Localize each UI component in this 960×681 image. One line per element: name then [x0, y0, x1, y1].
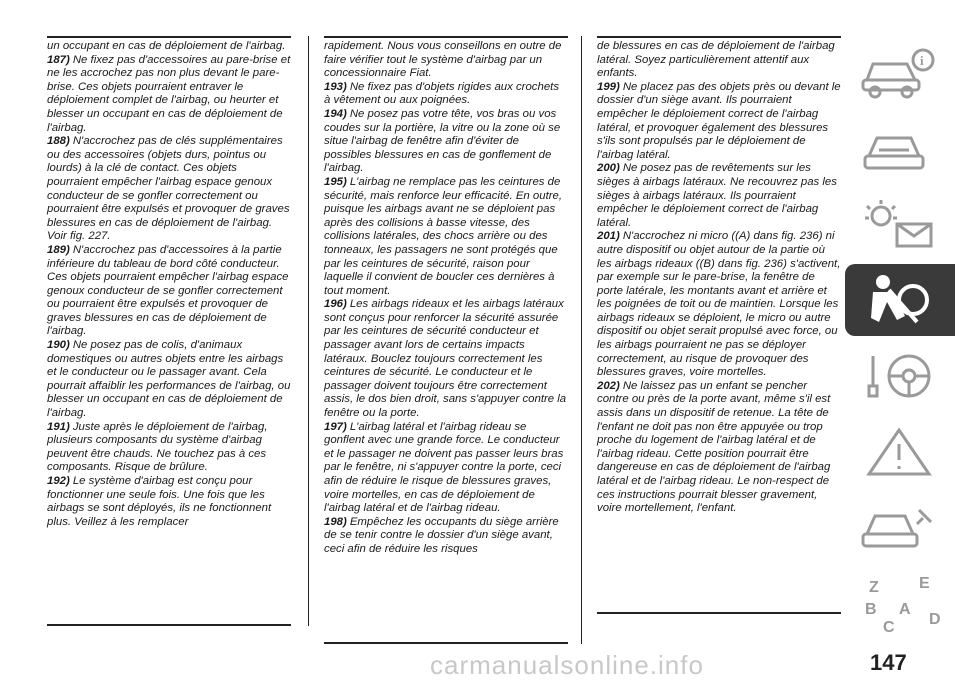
warning-text: N'accrochez pas de clés supplémentaires ou des accessoires (objets durs, pointus ou lourds) à la clé de contact. Ces objets pourraient empêcher l'airbag espace genoux conducteur de se gonfler correctement ou pourraient être expulsés et provoquer de graves blessures en cas de déploiement de l'airbag. Voir fig. 227. — [47, 135, 290, 243]
warning-paragraph — [324, 421, 568, 516]
warning-number: 197) — [324, 420, 347, 433]
warning-number: 201) — [597, 230, 620, 243]
svg-text:A: A — [899, 601, 911, 618]
chapter-sidebar — [845, 36, 955, 656]
warning-number: 188) — [47, 135, 70, 148]
watermark: carmanualsonline.info — [430, 650, 704, 680]
warning-paragraph — [47, 475, 291, 529]
warning-paragraph — [47, 339, 291, 421]
car-dashboard-icon — [859, 120, 939, 176]
warning-paragraph — [597, 380, 841, 516]
warning-number: 193) — [324, 80, 347, 93]
column-divider — [308, 36, 309, 626]
warning-paragraph — [597, 230, 841, 380]
warning-number: 194) — [324, 107, 347, 120]
warning-paragraph — [47, 244, 291, 339]
warning-text: L'airbag latéral et l'airbag rideau se gonflent avec une grande force. Le conducteur et le passager ne doivent pas passer leurs bras par le fenêtre, ni s'appuyer contre la porte, ceci afin de réduire le risque de blessures graves, voire mortelles, en cas de déploiement de l'airbag latéral et de l'airbag rideau. — [324, 420, 564, 515]
tab-safety[interactable] — [845, 264, 955, 336]
tab-knowing-car[interactable] — [845, 36, 955, 108]
steering-key-icon — [859, 348, 939, 404]
warning-number: 200) — [597, 162, 620, 175]
warning-paragraph — [324, 40, 568, 81]
airbag-safety-icon — [859, 272, 939, 328]
svg-text:D: D — [929, 611, 941, 628]
warning-text: un occupant en cas de déploiement de l'airbag. — [47, 40, 286, 52]
warning-number: 202) — [597, 379, 620, 392]
warning-text: N'accrochez pas d'accessoires à la partie inférieure du tableau de bord côté conducteur. Ces objets pourraient empêcher l'airbag espace genoux conducteur de se gonfler correctement ou pourraient être expulsés et provoquer de graves blessures en cas de déploiement de l'airbag. — [47, 243, 289, 338]
warning-number: 195) — [324, 175, 347, 188]
text-column-1 — [47, 36, 291, 626]
warning-paragraph — [47, 40, 291, 54]
tab-starting-driving[interactable] — [845, 340, 955, 412]
maintenance-car-icon — [859, 500, 939, 556]
tab-lights[interactable] — [845, 188, 955, 260]
warning-text: rapidement. Nous vous conseillons en outre de faire vérifier tout le système d'airbag par un concessionnaire Fiat. — [324, 40, 562, 80]
warning-paragraph — [324, 516, 568, 557]
warning-paragraph — [597, 162, 841, 230]
svg-text:Z: Z — [869, 579, 879, 596]
warning-number: 196) — [324, 298, 347, 311]
svg-text:E: E — [919, 575, 930, 592]
warning-text: Juste après le déploiement de l'airbag, plusieurs composants du système d'airbag peuvent être chauds. Ne touchez pas à ces composants. Risque de brûlure. — [47, 420, 268, 474]
column-divider — [581, 36, 582, 644]
svg-text:C: C — [883, 619, 895, 636]
warning-text: Les airbags rideaux et les airbags latéraux sont conçus pour renforcer la sécurité assurée par les ceintures de sécurité conducteur et passager avant lors de certains impacts latéraux. Bouclez toujours correctement les ceintures de sécurité. Le conducteur et le passager doivent toujours être correctement assis, le dos bien droit, sans s'appuyer contre la fenêtre ou la porte. — [324, 298, 567, 420]
svg-text:B: B — [865, 601, 877, 618]
text-column-2 — [324, 36, 568, 644]
car-info-icon — [859, 44, 939, 100]
warning-paragraph — [597, 40, 841, 81]
page-number: 147 — [870, 650, 907, 675]
svg-text:i: i — [920, 53, 924, 68]
warning-text: Ne posez pas de colis, d'animaux domestiques ou autres objets entre les airbags et le conducteur ou le passager avant. Cela pourrait affaiblir les performances de l'airbag, ou blesser un occupant en cas de déploiement de l'airbag. — [47, 339, 291, 420]
warning-paragraph — [324, 108, 568, 176]
emergency-triangle-icon — [859, 424, 939, 480]
text-column-3 — [597, 36, 841, 614]
tab-emergency[interactable] — [845, 416, 955, 488]
warning-number: 187) — [47, 53, 70, 66]
warning-text: Empêchez les occupants du siège arrière de se tenir contre le dossier d'un siège avant, ceci afin de réduire les risques — [324, 515, 559, 555]
warning-text: Ne posez pas de revêtements sur les sièges à airbags latéraux. Ne recouvrez pas les sièges à airbags latéraux. Ils pourraient empêcher le déploiement correct de l'airbag latéral. — [597, 162, 837, 229]
warning-number: 190) — [47, 339, 70, 352]
warning-text: N'accrochez ni micro ((A) dans fig. 236) ni autre dispositif ou objet autour de la partie où les airbags rideaux ((B) dans fig. 236) s'activent, par exemple sur le pare-brise, la fenêtre de porte latérale, les montants avant et arrière et les poignées de toit ou de maintien. Lorsque les airbags rideaux se déploient, le micro ou autre dispositif ou objet serait propulsé avec force, ou les airbags pourraient ne pas se déployer correctement, au risque de provoquer des blessures graves, voire mortelles. — [597, 230, 841, 379]
index-letters-icon — [859, 574, 959, 638]
warning-number: 198) — [324, 515, 347, 528]
tab-index[interactable] — [845, 566, 955, 638]
warning-number: 199) — [597, 80, 620, 93]
warning-number: 189) — [47, 243, 70, 256]
warning-paragraph — [47, 54, 291, 136]
warning-paragraph — [47, 421, 291, 475]
warning-text: Ne posez pas votre tête, vos bras ou vos coudes sur la portière, la vitre ou la zone où se situe l'airbag de fenêtre afin d'éviter de possibles blessures en cas de gonflement de l'airbag. — [324, 107, 561, 175]
warning-text: Ne placez pas des objets près ou devant le dossier d'un siège avant. Ils pourraient empêcher le déploiement correct de l'airbag latéral, et provoquer également des blessures s'ils sont propulsés par le déploiement de l'airbag latéral. — [597, 80, 841, 161]
warning-text: L'airbag ne remplace pas les ceintures de sécurité, mais renforce leur efficacité. En outre, puisque les airbags avant ne se déploient pas après des collisions à basse vitesse, des collisions latérales, des chocs arrière ou des tonneaux, les passagers ne sont protégés que par les ceintures de sécurité, raison pour laquelle il convient de boucler ces dernières à tout moment. — [324, 175, 563, 297]
warning-text: Ne fixez pas d'accessoires au pare-brise et ne les accrochez pas non plus devant le pare-brise. Ces objets pourraient entraver le déploiement complet de l'airbag, ou heurter et blesser un occupant en cas de déploiement de l'airbag. — [47, 53, 291, 134]
lights-message-icon — [859, 196, 939, 252]
warning-text: Ne laissez pas un enfant se pencher contre ou près de la porte avant, même s'il est assis dans un dispositif de retenue. La tête de l'enfant ne doit pas non être appuyée ou trop proche du logement de l'airbag latéral et de l'airbag rideau. Cette position pourrait être dangereuse en cas de déploiement de l'airbag latéral et de l'airbag rideau. Le non-respect de ces instructions pourrait blesser gravement, voire mortellement, l'enfant. — [597, 379, 831, 515]
tab-maintenance[interactable] — [845, 492, 955, 564]
warning-number: 192) — [47, 475, 70, 487]
tab-dashboard[interactable] — [845, 112, 955, 184]
warning-text: de blessures en cas de déploiement de l'airbag latéral. Soyez particulièrement attentif aux enfants. — [597, 40, 835, 80]
warning-paragraph — [47, 135, 291, 244]
warning-text: Ne fixez pas d'objets rigides aux crochets à vêtement ou aux poignées. — [324, 80, 560, 107]
warning-paragraph — [324, 176, 568, 298]
warning-paragraph — [324, 81, 568, 108]
warning-paragraph — [324, 298, 568, 420]
warning-number: 191) — [47, 420, 70, 433]
warning-paragraph — [597, 81, 841, 163]
warning-text: Le système d'airbag est conçu pour fonctionner une seule fois. Une fois que les airbags se sont déployés, ils ne fonctionnent plus. Veillez à les remplacer — [47, 475, 272, 528]
